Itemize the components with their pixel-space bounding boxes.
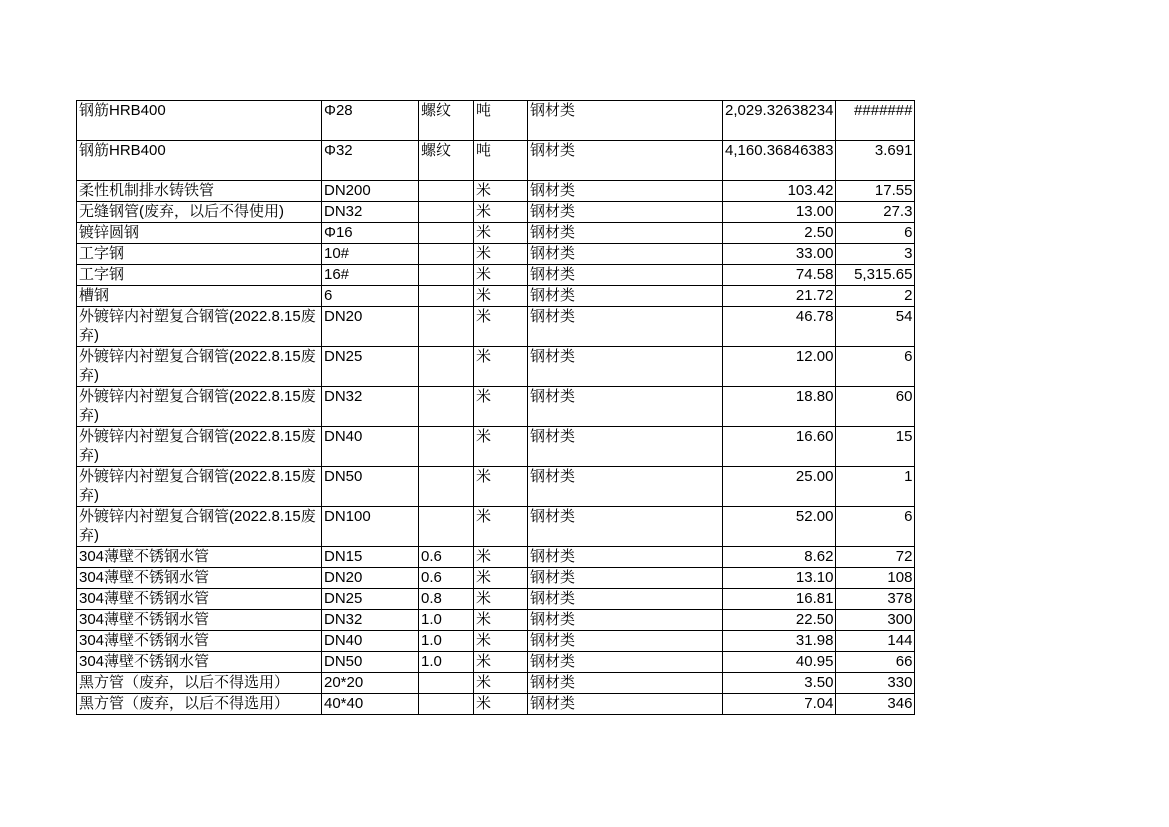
type-cell[interactable] xyxy=(419,427,474,467)
type-cell[interactable] xyxy=(419,265,474,286)
unit-cell[interactable]: 米 xyxy=(474,387,528,427)
price-cell[interactable]: 16.60 xyxy=(723,427,836,467)
spec-cell[interactable]: 10# xyxy=(322,244,419,265)
table-row xyxy=(77,286,915,307)
spec-cell[interactable]: DN32 xyxy=(322,202,419,223)
quantity-cell[interactable]: 27.3 xyxy=(836,202,915,223)
price-cell[interactable]: 31.98 xyxy=(723,631,836,652)
quantity-cell[interactable]: 6 xyxy=(836,223,915,244)
material-name-cell[interactable]: 外镀锌内衬塑复合钢管(2022.8.15废弃) xyxy=(77,307,322,347)
material-name-cell[interactable]: 外镀锌内衬塑复合钢管(2022.8.15废弃) xyxy=(77,427,322,467)
quantity-cell[interactable]: 300 xyxy=(836,610,915,631)
price-cell[interactable]: 22.50 xyxy=(723,610,836,631)
spec-cell[interactable]: Φ32 xyxy=(322,141,419,181)
quantity-cell[interactable]: 144 xyxy=(836,631,915,652)
material-name-cell[interactable]: 槽钢 xyxy=(77,286,322,307)
spec-cell[interactable]: 6 xyxy=(322,286,419,307)
type-cell[interactable]: 1.0 xyxy=(419,610,474,631)
material-name-cell[interactable]: 工字钢 xyxy=(77,244,322,265)
unit-cell[interactable]: 米 xyxy=(474,673,528,694)
price-cell[interactable]: 18.80 xyxy=(723,387,836,427)
table-row xyxy=(77,547,915,568)
quantity-cell[interactable]: 54 xyxy=(836,307,915,347)
table-row xyxy=(77,141,915,181)
type-cell[interactable] xyxy=(419,244,474,265)
spec-cell[interactable]: DN200 xyxy=(322,181,419,202)
unit-cell[interactable]: 吨 xyxy=(474,101,528,141)
spec-cell[interactable]: DN100 xyxy=(322,507,419,547)
material-name-cell[interactable]: 304薄壁不锈钢水管 xyxy=(77,652,322,673)
quantity-cell[interactable]: 17.55 xyxy=(836,181,915,202)
spec-cell[interactable]: DN32 xyxy=(322,610,419,631)
category-cell[interactable]: 钢材类 xyxy=(528,244,723,265)
quantity-cell[interactable]: 3.691 xyxy=(836,141,915,181)
type-cell[interactable]: 螺纹 xyxy=(419,141,474,181)
unit-cell[interactable]: 米 xyxy=(474,347,528,387)
spec-cell[interactable]: DN32 xyxy=(322,387,419,427)
price-cell[interactable]: 13.10 xyxy=(723,568,836,589)
price-cell[interactable]: 103.42 xyxy=(723,181,836,202)
price-cell[interactable]: 21.72 xyxy=(723,286,836,307)
price-cell[interactable]: 25.00 xyxy=(723,467,836,507)
table-row xyxy=(77,427,915,467)
quantity-cell[interactable]: 6 xyxy=(836,347,915,387)
table-row xyxy=(77,387,915,427)
table-row xyxy=(77,507,915,547)
material-name-cell[interactable]: 外镀锌内衬塑复合钢管(2022.8.15废弃) xyxy=(77,507,322,547)
table-body xyxy=(77,101,915,715)
quantity-cell[interactable]: 5,315.65 xyxy=(836,265,915,286)
category-cell[interactable]: 钢材类 xyxy=(528,101,723,141)
spec-cell[interactable]: Φ16 xyxy=(322,223,419,244)
unit-cell[interactable]: 米 xyxy=(474,631,528,652)
type-cell[interactable] xyxy=(419,387,474,427)
quantity-cell[interactable]: 378 xyxy=(836,589,915,610)
quantity-cell[interactable]: 1 xyxy=(836,467,915,507)
table-row xyxy=(77,181,915,202)
spec-cell[interactable]: DN40 xyxy=(322,427,419,467)
unit-cell[interactable]: 米 xyxy=(474,589,528,610)
spec-cell[interactable]: DN25 xyxy=(322,589,419,610)
price-cell[interactable]: 8.62 xyxy=(723,547,836,568)
table-row xyxy=(77,694,915,715)
category-cell[interactable]: 钢材类 xyxy=(528,265,723,286)
quantity-cell[interactable]: ####### xyxy=(836,101,915,141)
unit-cell[interactable]: 米 xyxy=(474,202,528,223)
category-cell[interactable]: 钢材类 xyxy=(528,181,723,202)
type-cell[interactable] xyxy=(419,347,474,387)
material-name-cell[interactable]: 304薄壁不锈钢水管 xyxy=(77,547,322,568)
category-cell[interactable]: 钢材类 xyxy=(528,694,723,715)
type-cell[interactable] xyxy=(419,507,474,547)
category-cell[interactable]: 钢材类 xyxy=(528,286,723,307)
price-cell[interactable]: 16.81 xyxy=(723,589,836,610)
table-row xyxy=(77,307,915,347)
quantity-cell[interactable]: 6 xyxy=(836,507,915,547)
table-row xyxy=(77,265,915,286)
table-row xyxy=(77,202,915,223)
price-cell[interactable]: 52.00 xyxy=(723,507,836,547)
unit-cell[interactable]: 吨 xyxy=(474,141,528,181)
table-row xyxy=(77,568,915,589)
unit-cell[interactable]: 米 xyxy=(474,694,528,715)
price-cell[interactable]: 13.00 xyxy=(723,202,836,223)
table-row xyxy=(77,467,915,507)
unit-cell[interactable]: 米 xyxy=(474,307,528,347)
category-cell[interactable]: 钢材类 xyxy=(528,467,723,507)
category-cell[interactable]: 钢材类 xyxy=(528,202,723,223)
table-row xyxy=(77,101,915,141)
spec-cell[interactable]: 16# xyxy=(322,265,419,286)
price-cell[interactable]: 2.50 xyxy=(723,223,836,244)
type-cell[interactable]: 0.6 xyxy=(419,568,474,589)
quantity-cell[interactable]: 66 xyxy=(836,652,915,673)
type-cell[interactable]: 1.0 xyxy=(419,631,474,652)
quantity-cell[interactable]: 72 xyxy=(836,547,915,568)
quantity-cell[interactable]: 108 xyxy=(836,568,915,589)
material-name-cell[interactable]: 外镀锌内衬塑复合钢管(2022.8.15废弃) xyxy=(77,467,322,507)
unit-cell[interactable]: 米 xyxy=(474,223,528,244)
material-name-cell[interactable]: 外镀锌内衬塑复合钢管(2022.8.15废弃) xyxy=(77,347,322,387)
material-name-cell[interactable]: 柔性机制排水铸铁管 xyxy=(77,181,322,202)
category-cell[interactable]: 钢材类 xyxy=(528,427,723,467)
table-row xyxy=(77,589,915,610)
price-cell[interactable]: 4,160.36846383 xyxy=(723,141,836,181)
material-name-cell[interactable]: 304薄壁不锈钢水管 xyxy=(77,631,322,652)
table-row xyxy=(77,673,915,694)
category-cell[interactable]: 钢材类 xyxy=(528,507,723,547)
table-row xyxy=(77,631,915,652)
price-cell[interactable]: 74.58 xyxy=(723,265,836,286)
material-name-cell[interactable]: 304薄壁不锈钢水管 xyxy=(77,610,322,631)
type-cell[interactable] xyxy=(419,694,474,715)
unit-cell[interactable]: 米 xyxy=(474,265,528,286)
spec-cell[interactable]: DN25 xyxy=(322,347,419,387)
unit-cell[interactable]: 米 xyxy=(474,547,528,568)
type-cell[interactable] xyxy=(419,467,474,507)
unit-cell[interactable]: 米 xyxy=(474,181,528,202)
price-cell[interactable]: 7.04 xyxy=(723,694,836,715)
quantity-cell[interactable]: 60 xyxy=(836,387,915,427)
material-name-cell[interactable]: 外镀锌内衬塑复合钢管(2022.8.15废弃) xyxy=(77,387,322,427)
type-cell[interactable] xyxy=(419,223,474,244)
category-cell[interactable]: 钢材类 xyxy=(528,652,723,673)
category-cell[interactable]: 钢材类 xyxy=(528,547,723,568)
spec-cell[interactable]: DN20 xyxy=(322,307,419,347)
price-cell[interactable]: 12.00 xyxy=(723,347,836,387)
price-cell[interactable]: 46.78 xyxy=(723,307,836,347)
spec-cell[interactable]: 40*40 xyxy=(322,694,419,715)
spec-cell[interactable]: 20*20 xyxy=(322,673,419,694)
category-cell[interactable]: 钢材类 xyxy=(528,387,723,427)
price-cell[interactable]: 40.95 xyxy=(723,652,836,673)
unit-cell[interactable]: 米 xyxy=(474,507,528,547)
type-cell[interactable] xyxy=(419,202,474,223)
quantity-cell[interactable]: 15 xyxy=(836,427,915,467)
category-cell[interactable]: 钢材类 xyxy=(528,610,723,631)
material-name-cell[interactable]: 镀锌圆钢 xyxy=(77,223,322,244)
table-row xyxy=(77,347,915,387)
unit-cell[interactable]: 米 xyxy=(474,610,528,631)
material-name-cell[interactable]: 工字钢 xyxy=(77,265,322,286)
category-cell[interactable]: 钢材类 xyxy=(528,631,723,652)
material-name-cell[interactable]: 304薄壁不锈钢水管 xyxy=(77,568,322,589)
material-name-cell[interactable]: 无缝钢管(废弃，以后不得使用) xyxy=(77,202,322,223)
material-name-cell[interactable]: 黑方管（废弃，以后不得选用） xyxy=(77,673,322,694)
category-cell[interactable]: 钢材类 xyxy=(528,568,723,589)
category-cell[interactable]: 钢材类 xyxy=(528,223,723,244)
unit-cell[interactable]: 米 xyxy=(474,286,528,307)
quantity-cell[interactable]: 2 xyxy=(836,286,915,307)
material-price-table xyxy=(76,100,915,715)
quantity-cell[interactable]: 346 xyxy=(836,694,915,715)
category-cell[interactable]: 钢材类 xyxy=(528,307,723,347)
category-cell[interactable]: 钢材类 xyxy=(528,589,723,610)
table-row xyxy=(77,223,915,244)
unit-cell[interactable]: 米 xyxy=(474,427,528,467)
spec-cell[interactable]: DN50 xyxy=(322,652,419,673)
type-cell[interactable] xyxy=(419,673,474,694)
table-row xyxy=(77,610,915,631)
spec-cell[interactable]: DN40 xyxy=(322,631,419,652)
unit-cell[interactable]: 米 xyxy=(474,244,528,265)
quantity-cell[interactable]: 3 xyxy=(836,244,915,265)
table-row xyxy=(77,244,915,265)
unit-cell[interactable]: 米 xyxy=(474,568,528,589)
category-cell[interactable]: 钢材类 xyxy=(528,673,723,694)
price-cell[interactable]: 33.00 xyxy=(723,244,836,265)
material-name-cell[interactable]: 钢筋HRB400 xyxy=(77,101,322,141)
type-cell[interactable] xyxy=(419,181,474,202)
type-cell[interactable]: 0.8 xyxy=(419,589,474,610)
type-cell[interactable]: 螺纹 xyxy=(419,101,474,141)
quantity-cell[interactable]: 330 xyxy=(836,673,915,694)
spec-cell[interactable]: DN20 xyxy=(322,568,419,589)
category-cell[interactable]: 钢材类 xyxy=(528,347,723,387)
material-name-cell[interactable]: 钢筋HRB400 xyxy=(77,141,322,181)
price-cell[interactable]: 3.50 xyxy=(723,673,836,694)
type-cell[interactable] xyxy=(419,286,474,307)
type-cell[interactable]: 1.0 xyxy=(419,652,474,673)
spec-cell[interactable]: Φ28 xyxy=(322,101,419,141)
unit-cell[interactable]: 米 xyxy=(474,652,528,673)
price-cell[interactable]: 2,029.32638234 xyxy=(723,101,836,141)
spec-cell[interactable]: DN50 xyxy=(322,467,419,507)
category-cell[interactable]: 钢材类 xyxy=(528,141,723,181)
material-name-cell[interactable]: 304薄壁不锈钢水管 xyxy=(77,589,322,610)
material-name-cell[interactable]: 黑方管（废弃，以后不得选用） xyxy=(77,694,322,715)
spec-cell[interactable]: DN15 xyxy=(322,547,419,568)
table-row xyxy=(77,652,915,673)
unit-cell[interactable]: 米 xyxy=(474,467,528,507)
type-cell[interactable]: 0.6 xyxy=(419,547,474,568)
type-cell[interactable] xyxy=(419,307,474,347)
